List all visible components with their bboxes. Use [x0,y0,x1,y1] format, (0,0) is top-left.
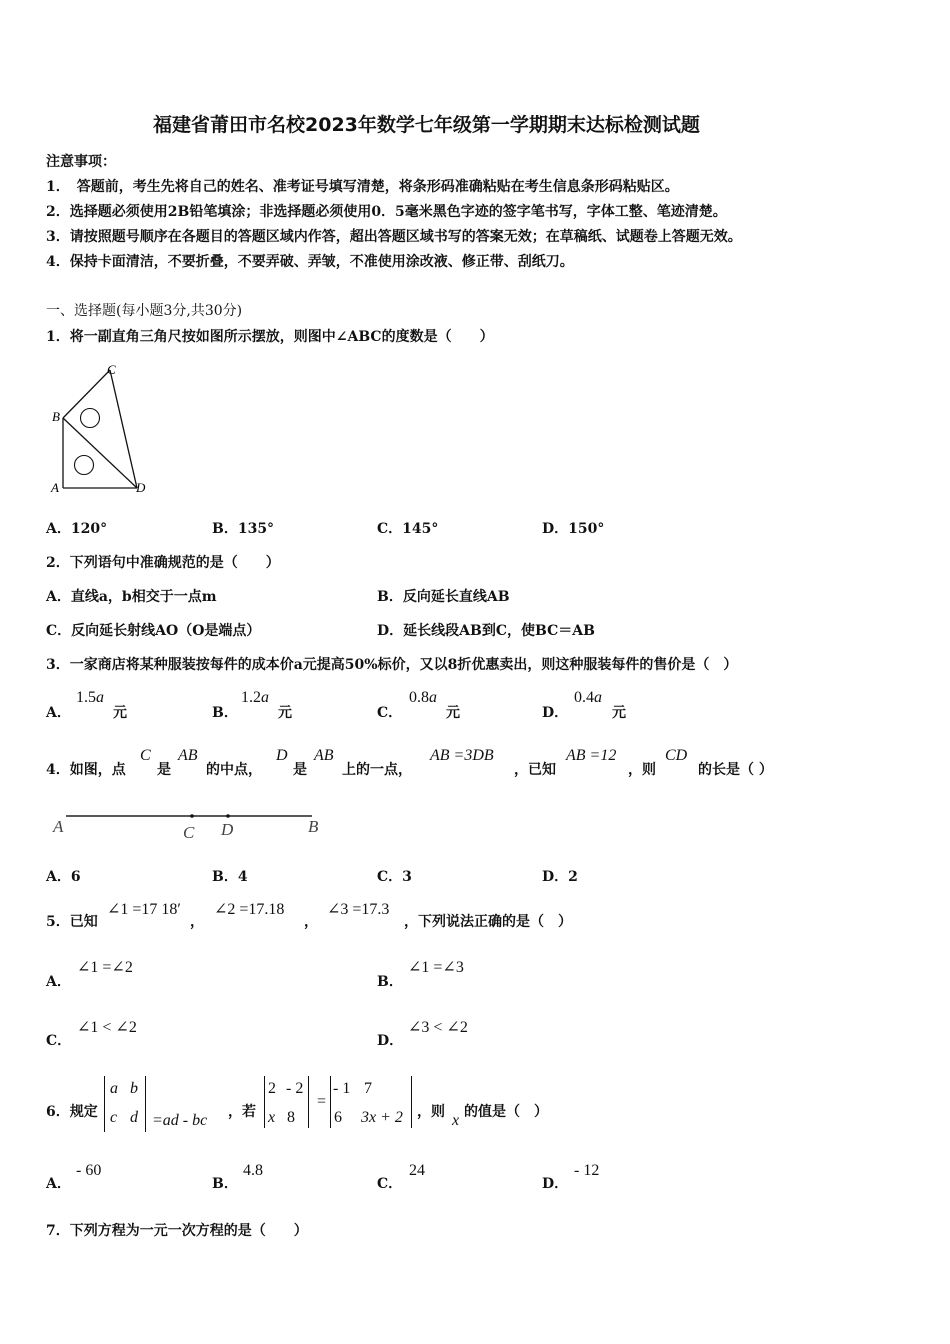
option-d-expr: ∠3 < ∠2 [408,1019,468,1036]
option-a-value: 1.5a [76,689,104,706]
option-a: A． [46,705,71,721]
determinant-bar [411,1076,412,1128]
option-b: B．135° [212,521,275,537]
math-angle-2: ∠2 =17.18 [214,901,285,918]
notice-item: 3．请按照题号顺序在各题目的答题区域内作答，超出答题区域书写的答案无效；在草稿纸、试题卷上答题无效。 [46,229,742,245]
option-c: C． [46,1033,72,1049]
option-a: A．6 [46,869,81,885]
option-a: A． [46,1176,71,1192]
question-3-stem: 3．一家商店将某种服装按每件的成本价a元提高50%标价，又以8折优惠卖出，则这种服装每件的售价是（ ） [46,657,738,673]
option-a: A．120° [46,521,108,537]
option-b: B．反向延长直线AB [377,589,510,605]
determinant-bar [308,1076,309,1128]
option-d: D． [542,1176,569,1192]
determinant-bar [145,1076,146,1132]
option-a-unit: 元 [113,705,127,721]
determinant-cell: d [130,1109,138,1126]
question-4-text: ，已知 [514,762,556,778]
option-b-unit: 元 [278,705,292,721]
option-a-value: - 60 [76,1162,102,1179]
question-4-text: 的中点， [206,762,262,778]
determinant-bar [264,1076,265,1128]
option-c: C． [377,705,403,721]
determinant-bar [330,1076,331,1128]
question-7-stem: 7．下列方程为一元一次方程的是（ ） [46,1223,308,1239]
option-c: C． [377,1176,403,1192]
option-b: B．4 [212,869,248,885]
separator: ， [304,914,318,930]
question-6-text: 6．规定 [46,1104,98,1120]
option-c-unit: 元 [446,705,460,721]
question-6-text: 的值是（ ） [464,1104,548,1120]
equals-sign: = [317,1093,327,1110]
option-a: A．直线a，b相交于一点m [46,589,217,605]
section-heading: 一、选择题(每小题3分,共30分) [46,303,243,319]
math-segment-ab: AB [178,747,198,764]
point-label-d: D [221,820,234,839]
option-d: D． [542,705,569,721]
determinant-cell: - 1 [333,1080,351,1097]
notice-item: 1． 答题前，考生先将自己的姓名、准考证号填写清楚，将条形码准确粘贴在考生信息条形码粘贴区。 [46,179,679,195]
option-a-expr: ∠1 =∠2 [77,959,133,976]
option-d-unit: 元 [612,705,626,721]
math-point-c: C [140,747,151,764]
determinant-cell: x [268,1109,276,1126]
math-ab-eq-12: AB =12 [566,747,617,764]
question-4-text: 4．如图，点 [46,762,126,778]
question-4-text: 上的一点， [342,762,412,778]
option-d-value: 0.4a [574,689,602,706]
math-segment-ab: AB [314,747,334,764]
math-point-d: D [276,747,288,764]
option-b-value: 4.8 [243,1162,263,1179]
math-segment-cd: CD [665,747,688,764]
determinant-bar [104,1076,105,1132]
option-d: D．延长线段AB到C，使BC＝AB [377,623,595,639]
option-c: C．145° [377,521,439,537]
option-b: B． [212,1176,238,1192]
determinant-cell: b [130,1080,138,1097]
point-label-b: B [52,409,60,424]
determinant-definition: =ad - bc [152,1112,208,1129]
determinant-cell: 6 [334,1109,342,1126]
question-4-text: 的长是（ ） [698,762,773,778]
option-a: A． [46,974,71,990]
option-c-value: 0.8a [409,689,437,706]
notice-heading: 注意事项： [46,154,116,170]
point-label-b: B [308,817,319,836]
question-4-text: 是 [157,762,171,778]
question-2-stem: 2．下列语句中准确规范的是（ ） [46,555,280,571]
question-4-text: 是 [293,762,307,778]
option-c: C．反向延长射线AO（O是端点） [46,623,261,639]
determinant-cell: 8 [287,1109,295,1126]
math-ab-eq-3db: AB =3DB [430,747,494,764]
determinant-cell: - 2 [286,1080,304,1097]
option-d: D．150° [542,521,605,537]
option-b: B． [212,705,238,721]
option-b-expr: ∠1 =∠3 [408,959,464,976]
question-1-figure [40,360,160,500]
option-d: D． [377,1033,404,1049]
notice-item: 2．选择题必须使用2B铅笔填涂；非选择题必须使用0．5毫米黑色字迹的签字笔书写，字体工整、笔迹清楚。 [46,204,727,220]
option-d: D．2 [542,869,578,885]
question-5-text: ，下列说法正确的是（ ） [404,914,572,930]
math-variable-x: x [452,1112,460,1129]
option-b-value: 1.2a [241,689,269,706]
separator: ， [190,914,204,930]
question-5-text: 5．已知 [46,914,98,930]
determinant-cell: c [110,1109,118,1126]
determinant-cell: 7 [364,1080,372,1097]
point-label-a: A [51,480,59,495]
question-6-text: ，则 [417,1104,445,1120]
question-4-figure [50,805,340,850]
point-label-a: A [53,817,64,836]
point-label-c: C [183,823,195,842]
math-angle-1: ∠1 =17 18′ [107,901,181,918]
point-label-c: C [107,362,116,377]
notice-item: 4．保持卡面清洁，不要折叠，不要弄破、弄皱，不准使用涂改液、修正带、刮纸刀。 [46,254,574,270]
determinant-cell: 2 [268,1080,276,1097]
determinant-cell: a [110,1080,118,1097]
option-b: B． [377,974,403,990]
option-c: C．3 [377,869,412,885]
point-label-d: D [136,480,146,495]
option-c-value: 24 [409,1162,425,1179]
determinant-cell: 3x + 2 [361,1109,403,1126]
question-1-stem: 1．将一副直角三角尺按如图所示摆放，则图中∠ABC的度数是（ ） [46,329,494,345]
math-angle-3: ∠3 =17.3 [327,901,390,918]
question-4-text: ，则 [628,762,656,778]
option-d-value: - 12 [574,1162,600,1179]
option-c-expr: ∠1 < ∠2 [77,1019,137,1036]
page-title: 福建省莆田市名校2023年数学七年级第一学期期末达标检测试题 [153,114,700,136]
question-6-text: ，若 [228,1104,256,1120]
